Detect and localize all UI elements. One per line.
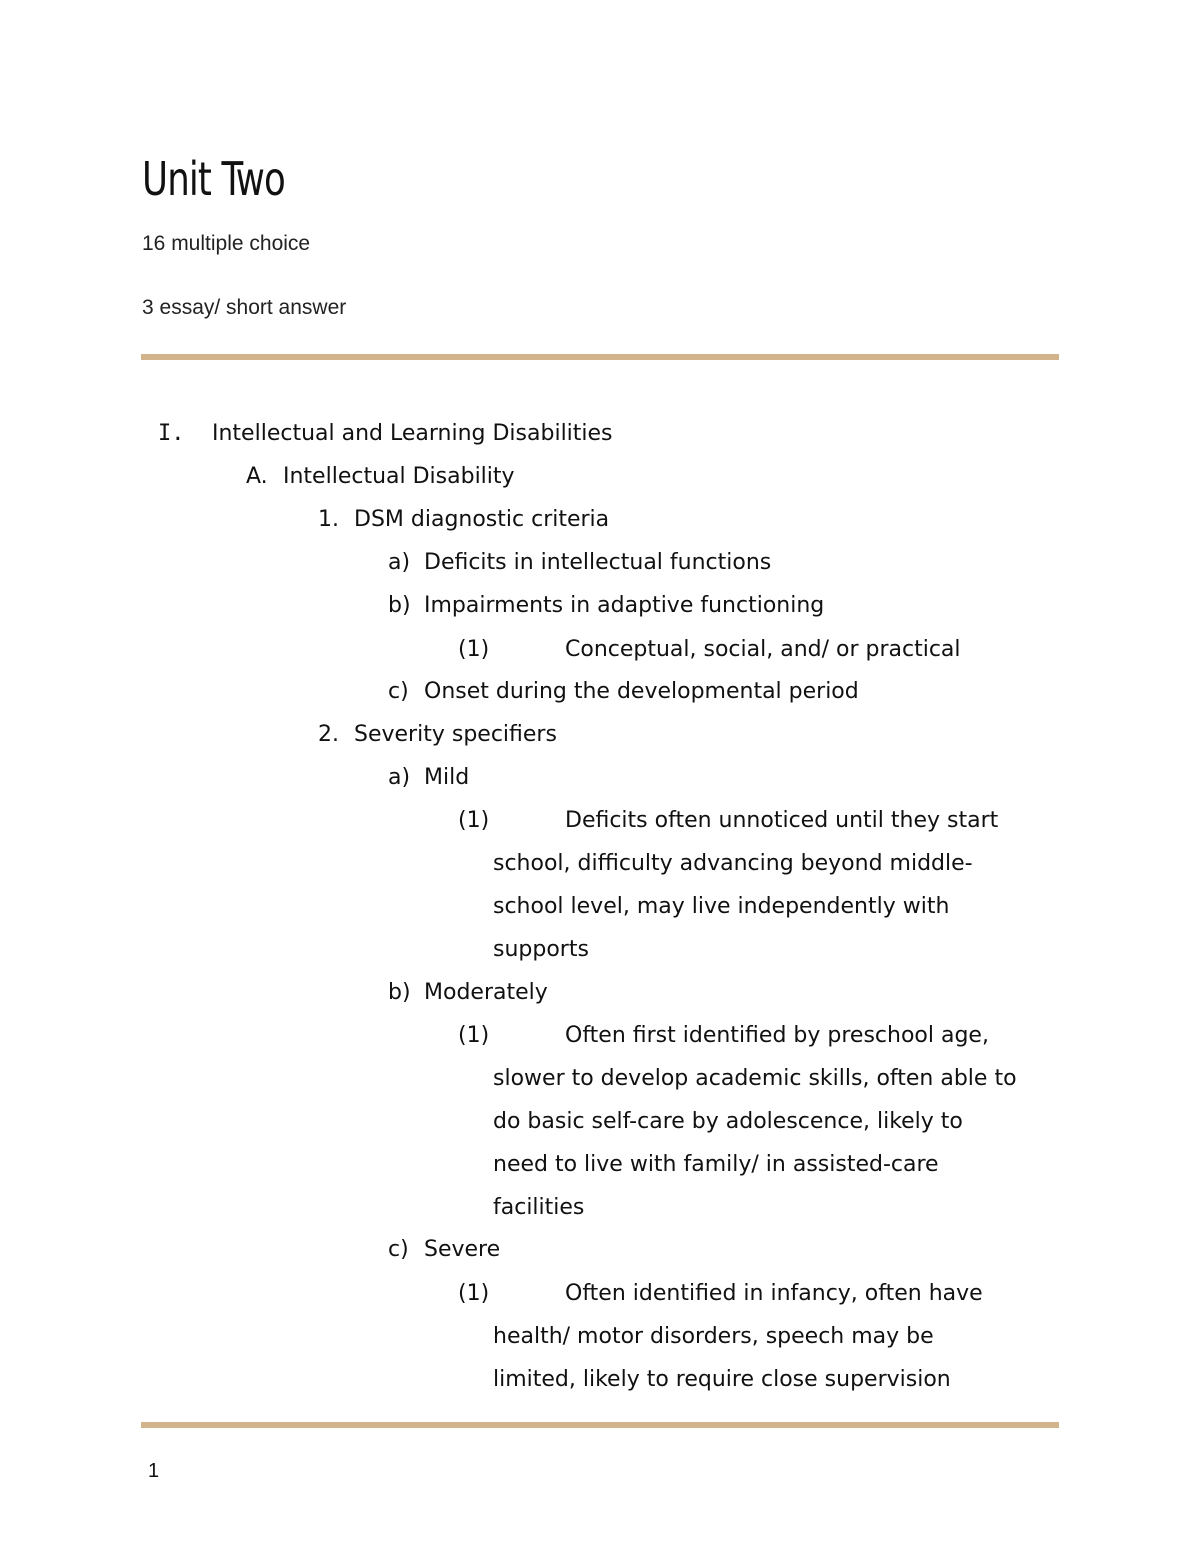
outline-text: Mild	[424, 765, 470, 790]
outline-marker: a)	[388, 765, 411, 790]
outline-text: Deficits often unnoticed until they start	[565, 808, 999, 833]
outline-text: Often identified in infancy, often have	[565, 1281, 983, 1306]
outline-continuation-line: facilities	[493, 1195, 585, 1220]
outline-text: Intellectual and Learning Disabilities	[212, 421, 613, 446]
outline-marker: b)	[388, 593, 411, 618]
outline-text: DSM diagnostic criteria	[354, 507, 610, 532]
outline-marker: c)	[388, 679, 409, 704]
outline-marker: (1)	[458, 1023, 490, 1048]
outline-text: Impairments in adaptive functioning	[424, 593, 825, 618]
outline-marker: 1.	[318, 507, 339, 532]
outline-continuation-line: supports	[493, 937, 589, 962]
bottom-divider	[141, 1422, 1059, 1428]
subtitle-multiple-choice: 16 multiple choice	[142, 232, 311, 255]
outline-continuation-line: health/ motor disorders, speech may be	[493, 1324, 934, 1349]
outline-continuation-line: school level, may live independently with	[493, 894, 950, 919]
outline-text: Intellectual Disability	[283, 464, 515, 489]
outline-continuation-line: limited, likely to require close supervision	[493, 1367, 951, 1392]
outline-continuation-line: slower to develop academic skills, often able to	[493, 1066, 1017, 1091]
outline-marker: (1)	[458, 808, 490, 833]
outline-continuation-line: do basic self-care by adolescence, likely to	[493, 1109, 963, 1134]
outline-continuation-line: school, difficulty advancing beyond middle-	[493, 851, 973, 876]
outline-text: Often first identified by preschool age,	[565, 1023, 989, 1048]
outline-marker: c)	[388, 1237, 409, 1262]
outline-marker: A.	[246, 464, 268, 489]
outline-marker: a)	[388, 550, 411, 575]
outline-continuation-line: need to live with family/ in assisted-care	[493, 1152, 939, 1177]
outline-text: Severity specifiers	[354, 722, 557, 747]
outline-marker: b)	[388, 980, 411, 1005]
top-divider	[141, 354, 1059, 360]
outline-marker: I.	[158, 421, 185, 446]
outline-text: Moderately	[424, 980, 548, 1005]
outline-marker: (1)	[458, 637, 490, 662]
subtitle-essay: 3 essay/ short answer	[142, 296, 347, 319]
outline-marker: 2.	[318, 722, 339, 747]
outline-text: Deficits in intellectual functions	[424, 550, 772, 575]
outline-marker: (1)	[458, 1281, 490, 1306]
outline-text: Conceptual, social, and/ or practical	[565, 637, 961, 662]
page-title: Unit Two	[142, 152, 285, 206]
page-number: 1	[148, 1460, 160, 1482]
outline-text: Severe	[424, 1237, 501, 1262]
outline-text: Onset during the developmental period	[424, 679, 859, 704]
